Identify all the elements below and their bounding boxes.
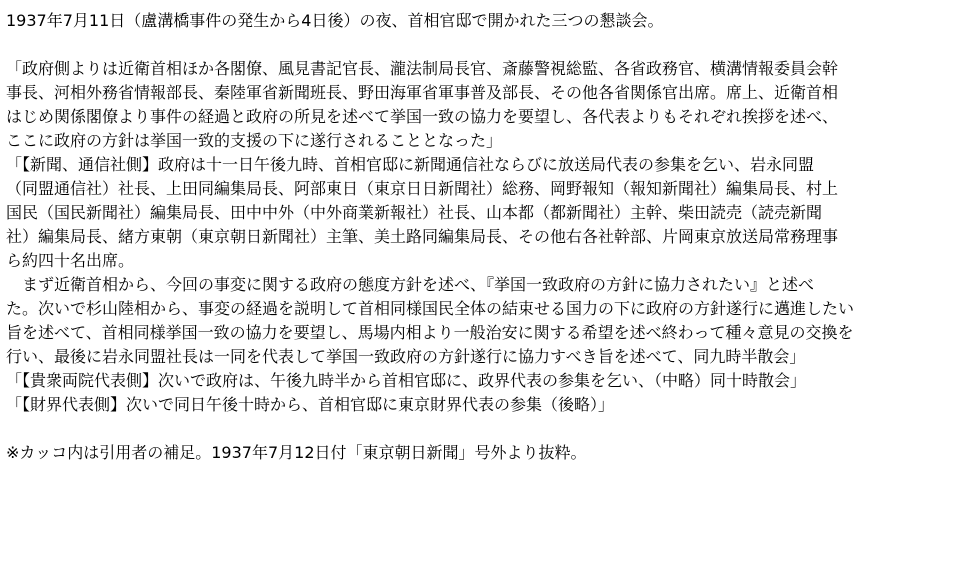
intro-line: 1937年7月11日（盧溝橋事件の発生から4日後）の夜、首相官邸で開かれた三つの懇談会。 — [6, 11, 664, 30]
blank-line — [6, 33, 958, 57]
quote-diet-side — [6, 369, 958, 393]
text-line: 「政府側よりは近衛首相ほか各閣僚、風見書記官長、瀧法制局長官、斎藤警視総監、各省政務官、横溝情報委員会幹 — [6, 59, 839, 78]
text-line: た。次いで杉山陸相から、事変の経過を説明して首相同様国民全体の結束せる国力の下に政府の方針遂行に邁進したい — [6, 299, 855, 318]
text-line: ら約四十名出席。 — [6, 251, 135, 270]
text-line: 「【財界代表側】次いで同日午後十時から、首相官邸に東京財界代表の参集（後略）」 — [6, 395, 615, 414]
text-line: まず近衛首相から、今回の事変に関する政府の態度方針を述べ、『挙国一致政府の方針に協力されたい』と述べ — [6, 275, 815, 294]
text-line: （同盟通信社）社長、上田同編集局長、阿部東日（東京日日新聞社）総務、岡野報知（報知新聞社）編集局長、村上 — [6, 179, 839, 198]
source-note: ※カッコ内は引用者の補足。1937年7月12日付「東京朝日新聞」号外より抜粋。 — [6, 443, 587, 462]
quote-government-side — [6, 57, 958, 153]
quote-business-side — [6, 393, 958, 417]
text-line: 「【貴衆両院代表側】次いで政府は、午後九時半から首相官邸に、政界代表の参集を乞い、（中略）同十時散会」 — [6, 371, 807, 390]
text-line: 社）編集局長、緒方東朝（東京朝日新聞社）主筆、美土路同編集局長、その他右各社幹部、片岡東京放送局常務理事 — [6, 227, 839, 246]
text-line: 「【新聞、通信社側】政府は十一日午後九時、首相官邸に新聞通信社ならびに放送局代表の参集を乞い、岩永同盟 — [6, 155, 815, 174]
blank-line — [6, 417, 958, 441]
text-line: 事長、河相外務省情報部長、秦陸軍省新聞班長、野田海軍省軍事普及部長、その他各省関係官出席。席上、近衛首相 — [6, 83, 839, 102]
document-body — [6, 9, 958, 465]
text-line: 行い、最後に岩永同盟社長は一同を代表して挙国一致政府の方針遂行に協力すべき旨を述べて、同九時半散会」 — [6, 347, 806, 366]
text-line: 旨を述べて、首相同様挙国一致の協力を要望し、馬場内相より一般治安に関する希望を述べ終わって種々意見の交換を — [6, 323, 854, 342]
text-line: はじめ関係閣僚より事件の経過と政府の所見を述べて挙国一致の協力を要望し、各代表よりもそれぞれ挨拶を述べ、 — [6, 107, 839, 126]
text-line: 国民（国民新聞社）編集局長、田中中外（中外商業新報社）社長、山本都（都新聞社）主幹、柴田読売（読売新聞 — [6, 203, 823, 222]
text-line: ここに政府の方針は挙国一致的支援の下に遂行されることとなった」 — [6, 131, 503, 150]
quote-press-side — [6, 153, 958, 369]
